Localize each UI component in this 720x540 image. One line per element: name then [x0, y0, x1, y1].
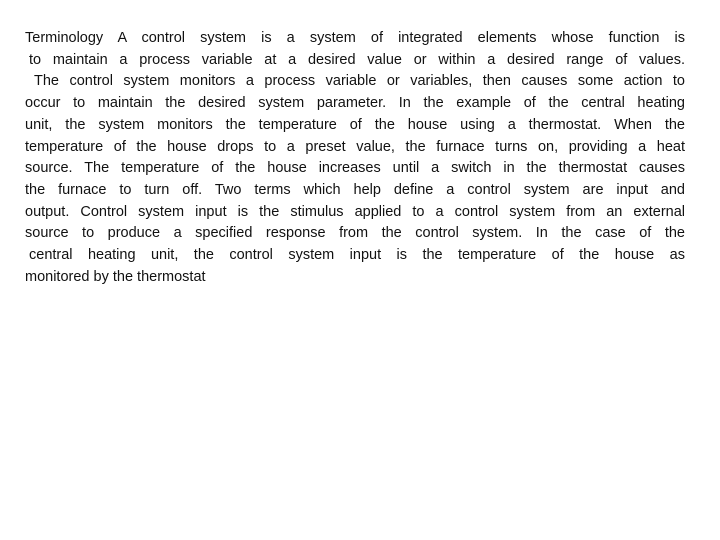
body-text	[25, 28, 685, 288]
text-line: central heating unit, the control system input is the temperature of the house as	[29, 247, 685, 264]
text-line: the furnace to turn off. Two terms which help define a control system are input and	[25, 181, 685, 198]
text-line: The control system monitors a process variable or variables, then causes some action to	[34, 73, 685, 90]
text-line: source to produce a specified response from the control system. In the case of the	[25, 225, 685, 242]
text-line: unit, the system monitors the temperature of the house using a thermostat. When the	[25, 116, 685, 133]
text-line: to maintain a process variable at a desired value or within a desired range of values.	[29, 51, 685, 68]
text-line: temperature of the house drops to a preset value, the furnace turns on, providing a heat	[25, 138, 685, 155]
text-line: Terminology A control system is a system of integrated elements whose function is	[25, 30, 685, 46]
text-line: monitored by the thermostat	[25, 268, 206, 285]
text-line: output. Control system input is the stimulus applied to a control system from an external	[25, 203, 685, 220]
text-line: source. The temperature of the house increases until a switch in the thermostat causes	[25, 160, 685, 177]
text-line: occur to maintain the desired system parameter. In the example of the central heating	[25, 95, 685, 112]
